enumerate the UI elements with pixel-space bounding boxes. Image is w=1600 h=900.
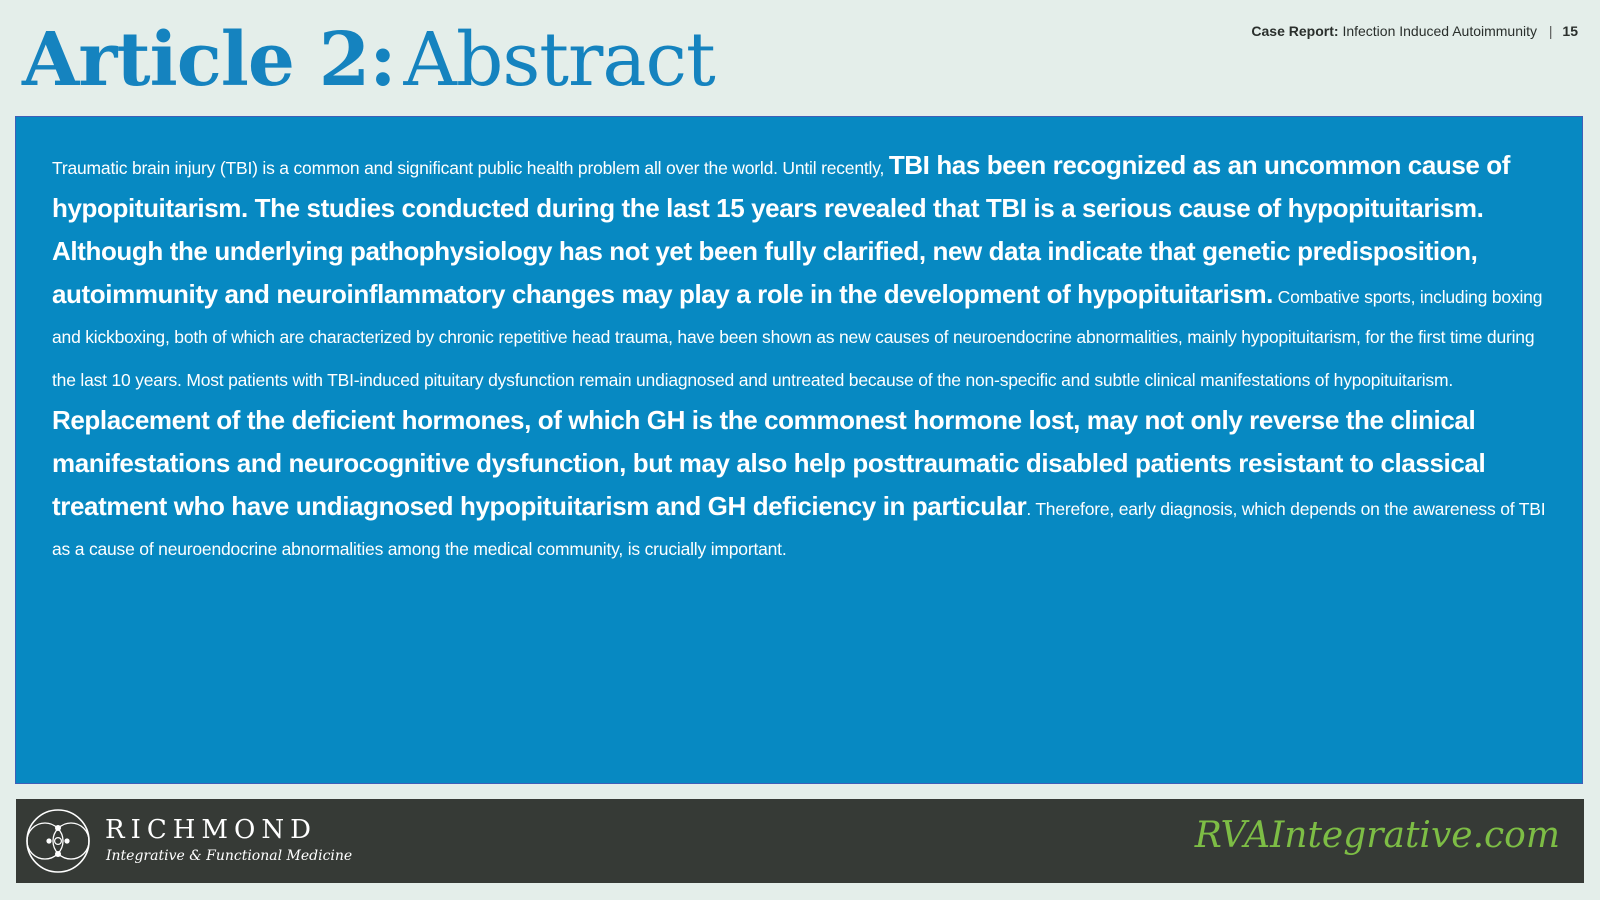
page-title [22, 14, 715, 106]
brand-name: RICHMOND [105, 815, 317, 845]
header-meta [1251, 23, 1578, 39]
abstract-segment-conclusion: . Therefore, early diagnosis, which depends on the awareness of TBI as a cause of neuroendocrine abnormalities among the medical community, is crucially important. [52, 499, 1546, 559]
abstract-segment-highlight-2: Replacement of the deficient hormones, of which GH is the commonest hormone lost, may not only reverse the clinical manifestations and neurocognitive dysfunction, but may also help posttraumatic disabled patients resistant to classical treatment who have undiagnosed hypopituitarism and GH deficiency in particular [52, 405, 1486, 521]
footer-bar [16, 799, 1584, 883]
page-title-strong: Article 2: [22, 17, 396, 103]
meta-text: Infection Induced Autoimmunity [1342, 23, 1537, 39]
abstract-segment-highlight-1: TBI has been recognized as an uncommon cause of hypopituitarism. The studies conducted during the last 15 years revealed that TBI is a serious cause of hypopituitarism. Although the underlying pathophysiology has not yet been fully clarified, new data indicate that genetic predisposition, autoimmunity and neuroinflammatory changes may play a role in the development of hypopituitarism. [52, 150, 1511, 309]
page-title-light: Abstract [403, 17, 715, 103]
page-number: 15 [1562, 23, 1578, 39]
abstract-text [52, 145, 1546, 569]
meta-separator: | [1548, 23, 1553, 39]
abstract-segment-intro: Traumatic brain injury (TBI) is a common and significant public health problem all over the world. Until recently, [52, 158, 889, 178]
brand-tagline: Integrative & Functional Medicine [106, 848, 353, 864]
website-link[interactable]: RVAIntegrative.com [1194, 815, 1560, 856]
abstract-segment-sports: Combative sports, including boxing and kickboxing, both of which are characterized by chronic repetitive head trauma, have been shown as new causes of neuroendocrine abnormalities, mainly hypopituitarism, for the first time during the last 10 years. Most patients with TBI-induced pituitary dysfunction remain undiagnosed and untreated because of the non-specific and subtle clinical manifestations of hypopituitarism. [52, 287, 1543, 390]
abstract-panel [15, 116, 1583, 784]
meta-label: Case Report: [1251, 23, 1339, 39]
richmond-circle-logo-icon [25, 808, 91, 874]
